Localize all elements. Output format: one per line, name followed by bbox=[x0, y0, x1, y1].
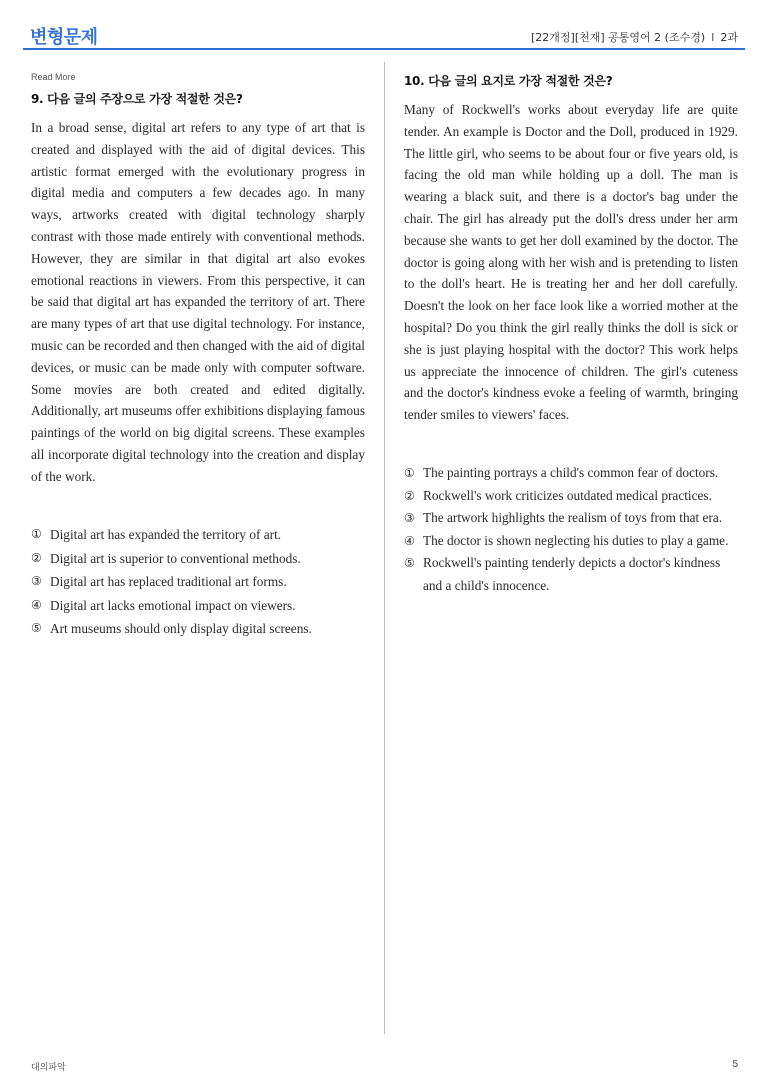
option-text: Rockwell's work criticizes outdated medical practices. bbox=[423, 487, 712, 503]
column-divider bbox=[384, 62, 385, 1034]
option-1[interactable] bbox=[404, 462, 738, 485]
option-4[interactable] bbox=[404, 530, 738, 553]
page-header bbox=[0, 0, 768, 50]
option-number: ② bbox=[31, 550, 42, 565]
option-number: ① bbox=[31, 527, 42, 541]
question-9-options bbox=[31, 523, 365, 641]
question-10-options bbox=[404, 462, 738, 597]
question-10-passage: Many of Rockwell's works about everyday life are quite tender. An example is Doctor and the Doll, produced in 1929. The little girl, who seems to be about four or five years old, is facing the old man while holding up a doll. The man is wearing a black suit, and there is a doctor's bag under the chair. The girl has already put the doll's dress under her arm because she wants to get her doll examined by the doctor. The doctor is going along with her wish and is pretending to listen to the doll's heart. He is treating her and her doll carefully. Doesn't the look on her face look like a worried mother at the hospital? Do you think the girl really thinks the doll is sick or she is just playing hospital with the doctor? This work helps us appreciate the innocence of children. The girl's cuteness and the doctor's kindness evoke a feeling of warmth, bringing tender smiles to viewers' faces. bbox=[404, 102, 738, 423]
option-text: Digital art lacks emotional impact on viewers. bbox=[50, 597, 296, 613]
option-number: ⑤ bbox=[404, 556, 415, 570]
option-text: Digital art is superior to conventional methods. bbox=[50, 550, 301, 566]
option-text: The painting portrays a child's common fear of doctors. bbox=[423, 465, 719, 480]
page-number: 5 bbox=[732, 1059, 738, 1070]
option-2[interactable] bbox=[31, 547, 365, 571]
option-3[interactable] bbox=[31, 570, 365, 594]
option-text: The doctor is shown neglecting his duties to play a game. bbox=[423, 532, 729, 548]
option-number: ④ bbox=[31, 597, 42, 612]
option-5[interactable] bbox=[404, 552, 738, 597]
option-text: The artwork highlights the realism of toys from that era. bbox=[423, 510, 723, 525]
page-title: 변형문제 bbox=[30, 27, 98, 48]
option-text: Art museums should only display digital screens. bbox=[50, 621, 312, 636]
option-number: ② bbox=[404, 488, 415, 503]
textbook-info: [22개정][천재] 공통영어 2 (조수경) bbox=[531, 31, 706, 44]
question-9-passage: In a broad sense, digital art refers to any type of art that is created and displayed with the aid of digital devices. This artistic format emerged with the evolutionary progress in digital media and computers a few decades ago. In many ways, artworks created with digital technology sharply contrast with those made entirely with conventional methods. However, they are similar in that digital art also evokes emotional reactions in viewers. From this perspective, it can be said that digital art has expanded the territory of art. There are many types of art that use digital technology. For instance, music can be recorded and then changed with the aid of digital devices, or music can be made only with computer software. Some movies are both created and edited digitally. Additionally, art museums offer exhibitions displaying famous paintings of the world on big digital screens. These examples all incorporate digital technology into the creation and display of the work. bbox=[31, 120, 365, 484]
option-text: Digital art has replaced traditional art forms. bbox=[50, 574, 287, 589]
option-number: ④ bbox=[404, 533, 415, 548]
footer-category: 대의파악 bbox=[31, 1063, 66, 1073]
option-2[interactable] bbox=[404, 485, 738, 508]
option-text: Rockwell's painting tenderly depicts a doctor's kindness and a child's innocence. bbox=[423, 555, 721, 593]
option-number: ③ bbox=[404, 511, 415, 525]
lesson-label: 2과 bbox=[720, 31, 738, 44]
option-3[interactable] bbox=[404, 507, 738, 530]
option-5[interactable] bbox=[31, 617, 365, 641]
option-number: ③ bbox=[31, 574, 42, 588]
option-1[interactable] bbox=[31, 523, 365, 547]
header-meta bbox=[531, 29, 738, 45]
question-9-title: 9. 다음 글의 주장으로 가장 적절한 것은? bbox=[31, 92, 243, 106]
header-divider bbox=[23, 48, 745, 50]
question-10-title: 10. 다음 글의 요지로 가장 적절한 것은? bbox=[404, 74, 613, 88]
option-number: ⑤ bbox=[31, 621, 42, 635]
option-number: ① bbox=[404, 466, 415, 480]
header-separator: I bbox=[711, 31, 715, 44]
section-tag: Read More bbox=[31, 72, 76, 82]
option-4[interactable] bbox=[31, 594, 365, 618]
option-text: Digital art has expanded the territory of art. bbox=[50, 527, 282, 542]
